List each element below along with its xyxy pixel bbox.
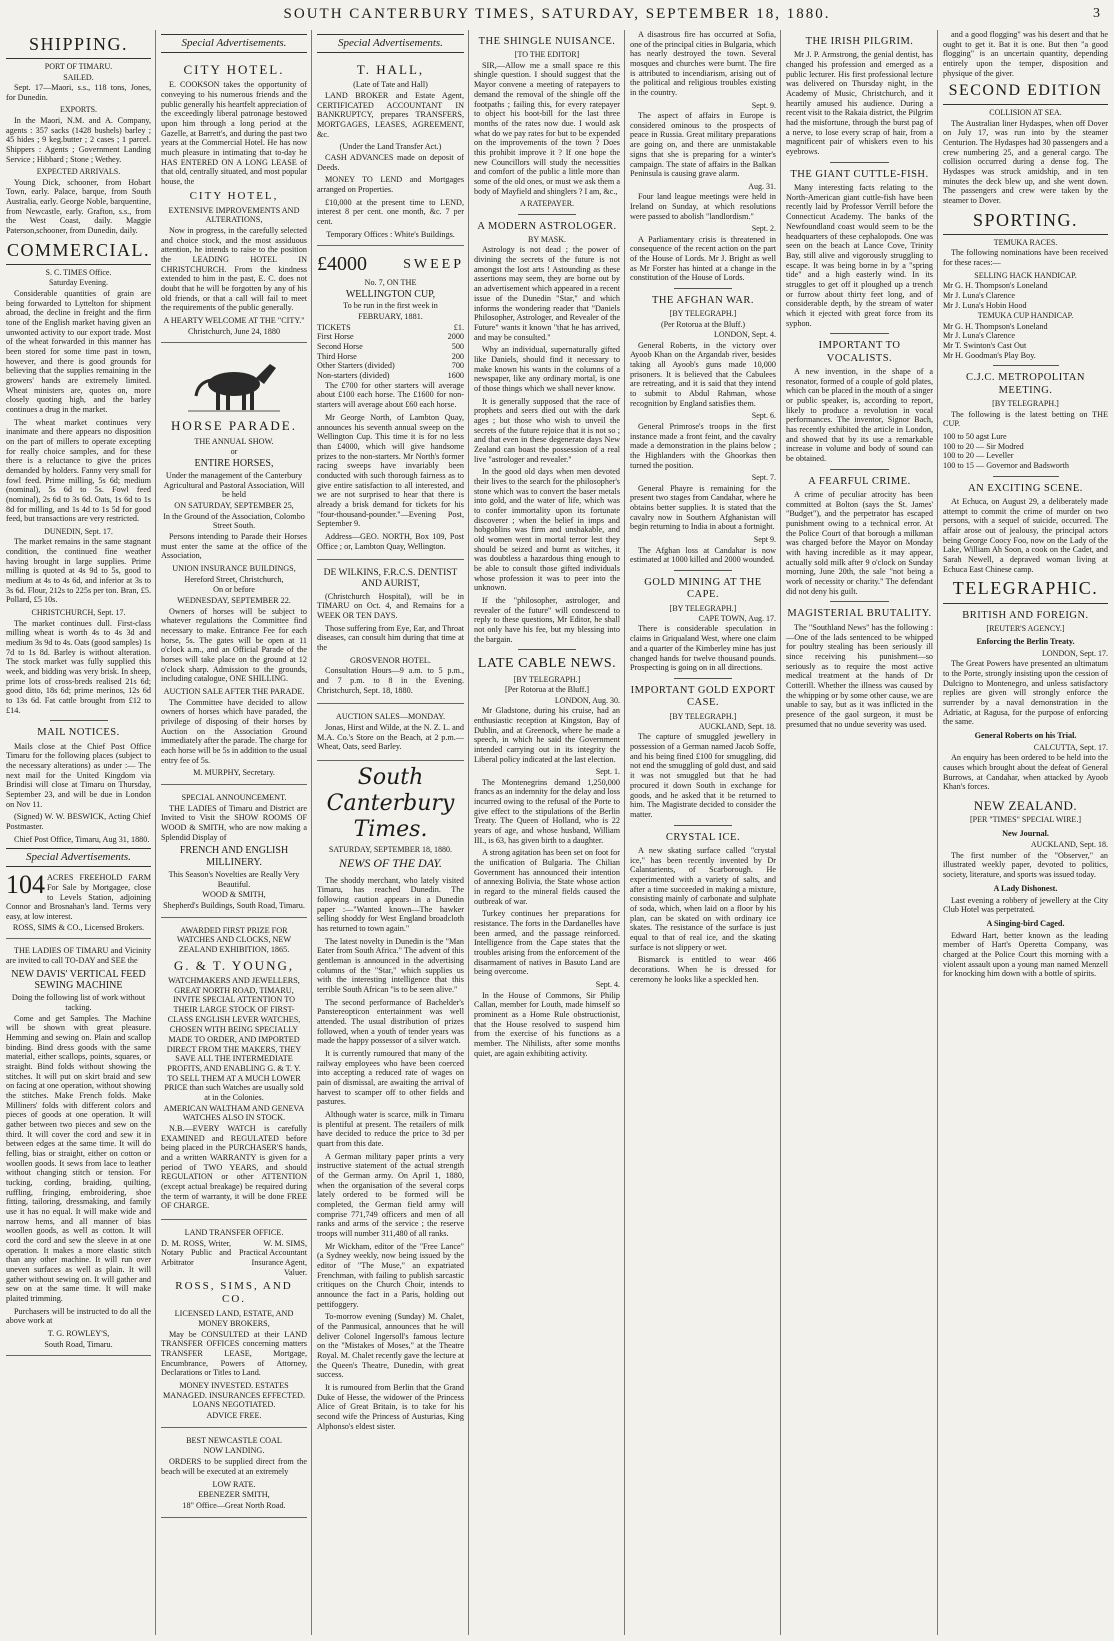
horse-text-3: Persons intending to Parade their Horses must enter the same at the office of the Association,: [161, 531, 307, 561]
divider: [830, 333, 889, 334]
page-number: 3: [1093, 6, 1100, 21]
divider: [518, 214, 576, 215]
special-announcement: SPECIAL ANNOUNCEMENT.: [181, 793, 287, 803]
cable-location: LONDON, Aug. 30.: [554, 695, 620, 705]
farm-text: ACRES FREEHOLD FARM For Sale by Mortgagee, close to Levels Station, adjoining Connor and Brosnahan's land. Terms very easy, at low interest.: [6, 873, 151, 921]
export-location: AUCKLAND, Sept. 18.: [698, 722, 776, 732]
berlin-heading: Enforcing the Berlin Treaty.: [976, 637, 1075, 647]
berlin-text: The Great Powers have presented an ultimatum to the Porte, strongly insisting upon the cession of Dulcigno to Montenegro, and unless satisfactory replies are given will strongly enforce the surrender by a naval demonstration in the Adriatic, at Ragusa, for the purpose of enforcing the same.: [943, 659, 1108, 727]
gold-location: CAPE TOWN, Aug. 17.: [698, 614, 776, 624]
crime-heading: A FEARFUL CRIME.: [808, 475, 911, 487]
column-1: [2, 30, 155, 1635]
grosvenor-hotel: GROSVENOR HOTEL.: [350, 655, 431, 665]
hall-ad: [317, 56, 464, 246]
horse-signature: M. MURPHY, Secretary.: [193, 768, 275, 778]
prize-value: 2000: [447, 332, 464, 342]
afghan-subheading-2: (Per Rotorua at the Bluff.): [660, 319, 746, 329]
export-heading: IMPORTANT GOLD EXPORT CASE.: [630, 684, 776, 709]
horse-parade-title: HORSE PARADE.: [171, 418, 297, 434]
auction-ad: [317, 708, 464, 761]
news-item: Mr Wickham, editor of the "Free Lance" (a Sydney weekly, now being issued by the editor of "The Muse," an expatriated Frenchman, with failing to publish sarcastic critiques on the Church Choir, intends to announce the fact in a Paris, holding out pettifoggery.: [317, 1241, 464, 1309]
nz-text: Last evening a robbery of jewellery at the City Club Hotel was perpetrated.: [943, 895, 1108, 915]
advice-free: ADVICE FREE.: [206, 1411, 262, 1421]
sweep-ad: [317, 250, 464, 560]
column-3: [313, 30, 468, 1635]
special-ads-heading: Special Advertisements.: [317, 34, 464, 53]
wilkins-title: DE WILKINS, F.R.C.S. DENTIST AND AURIST,: [323, 568, 458, 590]
exports-heading: EXPORTS.: [59, 105, 98, 115]
astrologer-text: If the "philosopher, astrologer, and revealer of the future" will condescend to reply to these questions, Mr Editor, he shall not only have his fee, but my blessing into the bargain.: [474, 595, 620, 644]
hall-text-2: £10,000 at the present time to LEND, interest 8 per cent. one month, &c. 7 per cent.: [317, 197, 464, 227]
wilkins-text: (Christchurch Hospital), will be in TIMARU on Oct. 4, and Remains for a WEEK OR TEN DAYS.: [317, 591, 464, 620]
exciting-scene-heading: AN EXCITING SCENE.: [968, 482, 1083, 494]
berlin-location: LONDON, Sept. 17.: [1042, 649, 1108, 658]
export-subheading: [BY TELEGRAPH.]: [669, 711, 737, 721]
divider: [830, 601, 889, 602]
news-item: The latest novelty in Dunedin is the "Man Eater from South Africa." The advent of this gentleman is announced in the advertising columns of the "Star," which supplies us with the interesting intelligence that this terrible South African "is to be seen alive.": [317, 936, 464, 994]
nomination: Mr G. H. Thompson's Loneland: [943, 321, 1048, 331]
horse-illustration: [184, 354, 284, 414]
vocalists-heading: IMPORTANT TO VOCALISTS.: [818, 340, 901, 364]
news-item: The shoddy merchant, who lately visited Timaru, has reached Dunedin. The following caution appears in a Dunedin paper :—"Wanted known—The hawker selling shoddy for West England broadcloth has returned to town again.": [317, 875, 464, 933]
improvements-line: EXTENSIVE IMPROVEMENTS AND ALTERATIONS,: [168, 205, 300, 225]
cable-location: Sept. 4.: [595, 980, 620, 990]
shingle-subheading: [TO THE EDITOR]: [514, 50, 580, 60]
nz-news-heading: A Lady Dishonest.: [993, 883, 1058, 893]
astrologer-text: Astrology is not dead ; the power of divining the secrets of the future is not amongst the lost arts ! Astounding as these assertions may seem, they are borne out by an advertisement which appeared in a recent issue of the Dunedin "Star," and which informs the wondering reader that "Daniels Philosopher, Astrologer, and Revealer of the Future" wants it known "that he has arrived, and may be consulted.": [474, 245, 620, 342]
commercial-text-2: The wheat market continues very inanimate and there appears no disposition on the part of millers to operate excepting for really choice samples, and for these there is a reluctance to give the prices demanded by holders. Fanny very small for fowl feed. Prime milling, 5s 6d; medium (nominal), 5s 6d to 5s. Fowl feed (nominal), 2s 6d to 3s 6d. Oats, 1s 6d to 1s 8d for milling, and 1s 4d to 1s 5d for good feed, but transactions are very restricted.: [6, 417, 151, 524]
sweep-number: No. 7, ON THE: [364, 277, 417, 287]
column-7: [939, 30, 1112, 1635]
divider: [674, 288, 732, 289]
prize-row: [317, 361, 464, 371]
nomination: Mr H. Goodman's Play Boy.: [943, 350, 1036, 360]
nomination: Mr J. Luna's Clarence: [943, 331, 1015, 341]
ladies-invitation: THE LADIES of Timaru and District are Invited to Visit the SHOW ROOMS OF WOOD & SMITH, who are now making a Splendid Display of: [161, 803, 307, 842]
young-text: CHOSEN WITH BEING SPECIALLY MADE TO ORDER, AND IMPORTED DIRECT FROM THE MAKERS, THEY SAVE ALL THE INTERMEDIATE PROFITS, AND ENABLING G. & T. Y. TO SELL THEM AT A MUCH LOWER PRICE than such Watches are usually sold at in the Colonies.: [164, 1025, 304, 1103]
land-transfer-ad: [161, 1224, 307, 1428]
farm-acreage: 104: [6, 870, 45, 900]
news-item: The second performance of Bachelder's Panstereopticon entertainment was well attended. The usual distribution of prizes followed, when a youth of tender years was made the happy possessor of a silver watch.: [317, 997, 464, 1046]
city-hotel-ad: [161, 56, 307, 343]
prize-row: [317, 342, 464, 352]
city-hotel-subtitle: CITY HOTEL,: [189, 189, 279, 202]
machine-title: NEW DAVIS' VERTICAL FEED SEWING MACHINE: [11, 968, 146, 992]
divider: [830, 469, 889, 470]
divider: [50, 720, 108, 721]
partners-row: [161, 1239, 307, 1278]
afghan-location: Sept. 7.: [751, 473, 776, 483]
hall-money: MONEY TO LEND and Mortgages arranged on Properties.: [317, 175, 464, 195]
cable-location: Sept. 1.: [595, 767, 620, 777]
machine-intro: Doing the following list of work without tacking.: [11, 993, 146, 1012]
export-text: The capture of smuggled jewellery in possession of a German named Jacob Soffe, and his being fined £100 for smuggling, did not end the smuggling of gold dust, and said it was not smuggled but that he had procured it down South in exchange for goods, and he asked that it be returned to him. The Magistrate decided to consider the matter.: [630, 732, 776, 819]
pilgrim-text: Mr J. P. Armstrong, the genial dentist, has changed his profession and emerged as a public lecturer. His first professional lecture was delivered on Thursday night, in the Academy of Music, Christchurch, and it heartily amused his audience. During a recent visit to the Rakaia district, the Pilgrim had the misfortune, through the burst pag of a nerve, to lose every scrap of hair, from a magnificent pair of whiskers even to his eyebrows.: [786, 50, 933, 157]
column-rule: [155, 30, 156, 1635]
gold-text: There is considerable speculation in claims in Griqualand West, where one claim and a quarter of the Kimberley mine has just changed hands for twelve thousand pounds. Prospecting is going on in all directions.: [630, 624, 776, 673]
astrologer-heading: A MODERN ASTROLOGER.: [477, 220, 617, 232]
divider: [674, 825, 732, 826]
prize-value: 500: [451, 342, 464, 352]
vocalists-text: A new invention, in the shape of a resonator, formed of a couple of gold plates, which can be placed in the mouth of a singer or public speaker, is, according to report, likely to produce a revolution in vocal performances. The inventor, Signor Bach, has recently exhibited the article in London, and showed that by its use a remarkable increase in volume and body of sound can be obtained.: [786, 366, 933, 464]
commercial-text-1: Considerable quantities of grain are being forwarded to Lyttelton for shipment abroad, the decline in freight and the firm tone of the English market having given an unwonted activity to our export trade. Most of the wheat forwarded in this manner has been stored for some time past in town, however, and there is good grounds for believing that the supplies remaining in the growers' hands are extremely limited. Wheat ministers are, quotes on, more closely quoting high, and the barley continues a drug in the market.: [6, 288, 151, 414]
prize-value: 200: [451, 351, 464, 361]
divider: [993, 365, 1059, 366]
dunedin-heading: DUNEDIN, Sept. 17.: [44, 526, 113, 536]
cable-text: Turkey continues her preparations for resistance. The forts in the Dardanelles have been armed, and the passage reinforced. Intelligence from the Cape states that the troubles arising from the enforcement of the disarmament of natives in Basuto Land are being overcome.: [474, 909, 620, 977]
paper-title: South Canterbury Times.: [326, 765, 455, 842]
astrologer-text: It is generally supposed that the race of prophets and seers died out with the dark ages ; but those who wish to unveil the secrets of the future rejoice that it is not so ; and that even in these degenerate days New Zealand can boast the possession of a real live "astrologer and revealer.": [474, 396, 620, 464]
crystal-heading: CRYSTAL ICE.: [665, 831, 741, 843]
column-2: [157, 30, 311, 1635]
gold-subheading: [BY TELEGRAPH.]: [669, 603, 737, 613]
crime-text: A crime of peculiar atrocity has been committed at Bolton (says the St. James' "Budget"), and the perpetrator has escaped punishment owing to a technical error. At the Police Court of that borough a milkman was charged before the Mayor on Monday with having incredible as it may appear, actually sold milk after 9 o'clock on Sunday morning, June 20th, the sale "not being a work of necessity or charity." The defendant did not deny his guilt.: [786, 490, 933, 596]
brutality-heading: MAGISTERIAL BRUTALITY.: [787, 608, 932, 620]
auction-text: Jonas, Hirst and Wilde, at the N. Z. L. and M.A. Co.'s Store on the Beach, at 2 p.m.—Wheat, Oats, seed Barley.: [317, 723, 464, 752]
machine-list: Come and get Samples. The Machine will be shown with great pleasure. Hemming and sewing on. Plain and scallop binding. Bind dress goods with the same material, either scallops, points, squares, or straight. Bind folds without showing the stitches. It will put on skirt braid and sew on facing at one operation, without showing the stitches. Make French folds. Make Milliners' folds with different colors and pieces of goods at one operation. It will gather between two pieces and sew on the third. It will cover the cord and sew it in between edges at the same time. It will do felling, bias or straight, either on cotton or woollen goods. It sews from lace to leather without changing stitch or tension. For tucking, cording, braiding, quilting, ruffling, fringing, embroidering, shoe fitting, tailoring, dressmaking, and family use it has no equal. It will make wide and narrow hems, and all manner of bias woollen goods, as well as cotton. It will cord the cord and sew the sleeve in at one operation. It makes a more elastic stitch than any other machine. It will run over uneven surfaces as well as plain. It will gather without sewing on. It will gather and sew on at the same time. It will make plaited trimming.: [6, 1013, 151, 1304]
tickets-value: £1.: [453, 322, 464, 332]
invested-line: MONEY INVESTED. ESTATES MANAGED. INSURANCES EFFECTED. LOANS NEGOTIATED.: [163, 1381, 305, 1410]
exciting-scene-text: At Echuca, on August 29, a deliberately made attempt to commit the crime of murder on two persons, with a sequel of suicide, occurred. The affair arose out of jealousy, the principal actors being George Coocy Foo, now on the Lady of the Lake, William Ah Soon, a cook on the Cadet, and Sarah Newell, a depraved woman living at Echuca East Chinese camp.: [943, 496, 1108, 574]
sweep-title-row: [317, 253, 464, 277]
nz-text: Edward Hart, better known as the leading member of Hart's Operetta Company, was charged at the Police Court this morning with a violent assault upon a young man named Menzell for knocking him down with a bottle of spirits.: [943, 930, 1108, 979]
or-line: or: [230, 447, 238, 457]
sweep-month: FEBRUARY, 1881.: [358, 312, 423, 322]
christchurch-text: The market continues dull. First-class milling wheat is worth 4s to 4s 3d and medium 3s 9d to 4s. Oats (good samples) 1s 7d to 1s 8d. Barley is without alteration. The stock market was fully supplied this week, and bidding was very brisk. In sheep, prime lots of cross-breds realised 21s 6d; good ditto, 18s 6d; prime merinos, 12s 6d to 13s 6d. Fat cattle brought from £12 to £14.: [6, 618, 151, 715]
nomination: Mr J. Luna's Hobin Hood: [943, 300, 1027, 310]
masthead: SOUTH CANTERBURY TIMES, SATURDAY, SEPTEMBER 18, 1880.: [283, 6, 831, 22]
afghan-text: The Afghan loss at Candahar is now estimated at 1000 killed and 2000 wounded.: [630, 545, 776, 565]
welcome-line: A HEARTY WELCOME AT THE "CITY.": [163, 316, 305, 326]
french-millinery: FRENCH AND ENGLISH MILLINERY.: [179, 845, 289, 869]
entire-horses: ENTIRE HORSES,: [194, 458, 274, 470]
sewing-machine-ad: [6, 943, 151, 1356]
sims-partner: W. M. SIMS, Practical Accountant Insurance Agent, Valuer.: [239, 1238, 307, 1277]
reuter-line: [REUTER'S AGENCY.]: [986, 623, 1065, 633]
column-rule: [780, 30, 781, 1635]
mail-signature: (Signed) W. W. BESWICK, Acting Chief Postmaster.: [6, 812, 151, 831]
sailed-text: Sept. 17—Maori, s.s., 118 tons, Jones, for Dunedin.: [6, 83, 151, 102]
shipping-heading: SHIPPING.: [6, 34, 151, 59]
second-edition-heading: SECOND EDITION: [943, 82, 1108, 105]
young-note: N.B.—EVERY WATCH is carefully EXAMINED and REGULATED before being placed in the PURCHASER'S hands, and a written WARRANTY is given for a period of TWO YEARS, and should REGULATION or other ATTENTION (except actual breakage) be required during the term of warranty, it will be done FREE OF CHARGE.: [161, 1124, 307, 1211]
cable-text: Mr Gladstone, during his cruise, had an enthusiastic reception at Kingston, Bay of Dublin, and at Greenock, where he made a speech, in which he said the Government intended carrying out in its integrity the Liberal policy indicated at the last election.: [474, 706, 620, 764]
hall-act: (Under the Land Transfer Act.): [339, 142, 442, 152]
wood-smith-name: WOOD & SMITH,: [202, 890, 266, 900]
shingle-heading: THE SHINGLE NUISANCE.: [478, 36, 616, 47]
office-label: S. C. TIMES Office.: [45, 267, 112, 277]
sweep-note: The £700 for other starters will average about £100 each horse. The £1600 for non-starters will average about £60 each horse.: [317, 380, 464, 410]
horse-text-5: Owners of horses will be subject to whatever regulations the Committee find necessary to make. Entrance Fee for each horse, 5s. The gates will be open at 11 o'clock a.m., and an Official Parade of the horses will take place on the ground at 12 o'clock sharp. Admission to the grounds, including catalogue, ONE SHILLING.: [161, 606, 307, 684]
young-title: G. & T. YOUNG,: [173, 957, 295, 973]
column-5: [626, 30, 780, 1635]
news-item: A German military paper prints a very instructive statement of the actual strength of the German army. On April 1, 1880, when the organisation of the several corps lately ordered to be formed will be completed, the German field army will comprise 771,749 officers and men of all ranks and arms of the service ; the reserve troops will number 311,480 of all ranks.: [317, 1151, 464, 1239]
betting-line: 100 to 50 agst Lure: [943, 431, 1007, 441]
exports-text: In the Maori, N.M. and A. Company, agents : 357 sacks (1428 bushels) barley ; 45 hides ; 9 keg.butter ; 2 cases ; 1 parcel. Shippers : Agents ; Government Landing Service ; Hibbard ; Stone ; Wethey.: [6, 115, 151, 164]
ebenezer-address: 18" Office—Great North Road.: [182, 1500, 286, 1510]
news-item: To-morrow evening (Sunday) M. Chalet, of the Panmusical, announces that he will deliver Colonel Ingersoll's famous lecture on the "Mistakes of Moses," at the Theatre Royal. M. Chalet recently gave the lecture at the Queen's Theatre, Dunedin, with great success.: [317, 1312, 464, 1380]
crystal-text: A new skating surface called "crystal ice," has been recently invented by Dr Calantarients, of Scarborough. He experimented with a variety of salts, and after a time succeeded in making a mixture, consisting mainly of carbonate and sulphate of soda, which, when laid on a floor by his plan, can be skated on with ordinary ice skates. The resistance of the surface is just equal to that of real ice, and the skating surface is not slippery or wet.: [630, 845, 776, 952]
temuka-race-heading: TEMUKA CUP HANDICAP.: [977, 311, 1074, 321]
sailed-heading: SAILED.: [63, 72, 94, 82]
sweep-amount: £4000: [317, 253, 367, 276]
cable-heading: LATE CABLE NEWS.: [477, 656, 617, 672]
farm-ad: [6, 870, 151, 939]
sweep-address: Address—GEO. NORTH, Box 109, Post Office ; or, Lambton Quay, Wellington.: [317, 531, 464, 551]
mail-signature-2: Chief Post Office, Timaru, Aug 31, 1880.: [14, 834, 150, 844]
tickets-label: TICKETS: [317, 322, 351, 332]
afghan-location: Sept. 6.: [751, 411, 776, 421]
horse-date-2: WEDNESDAY, SEPTEMBER 22.: [177, 595, 291, 605]
wilkins-text-2: Those suffering from Eye, Ear, and Throat diseases, can consult him during that time at the: [317, 623, 464, 652]
special-ads-heading: Special Advertisements.: [161, 34, 307, 53]
farm-signature: ROSS, SIMS & CO., Licensed Brokers.: [12, 922, 145, 932]
commercial-heading: COMMERCIAL.: [6, 240, 151, 265]
divider: [830, 162, 889, 163]
temuka-text: The following nominations have been received for these races:—: [943, 248, 1108, 268]
prize-row: [317, 332, 464, 342]
cjc-text: The following is the latest betting on THE CUP.: [943, 409, 1108, 429]
machine-signature: T. G. ROWLEY'S,: [47, 1329, 110, 1339]
wilkins-text-3: Consultation Hours—9 a.m. to 5 p.m., and 7 p.m. to 8 in the Evening. Christchurch, Sept. 18, 1880.: [317, 666, 464, 695]
collision-heading: COLLISION AT SEA.: [989, 108, 1062, 118]
column-rule: [311, 30, 312, 1635]
christchurch-heading: CHRISTCHURCH, Sept. 17.: [31, 608, 126, 618]
horse-address: Hereford Street, Christchurch,: [184, 574, 284, 584]
column-rule: [624, 30, 625, 1635]
afghan-text: General Primrose's troops in the first instance made a front feint, and the cavalry made a demonstration in the plains below ; the Highlanders with the Ghoorkas then turned the position.: [630, 421, 776, 470]
column-6: [782, 30, 937, 1635]
sweep-cup: WELLINGTON CUP,: [345, 288, 436, 300]
union-buildings: UNION INSURANCE BUILDINGS,: [172, 563, 296, 573]
divider: [518, 649, 576, 650]
roberts-location: CALCUTTA, Sept. 17.: [1033, 742, 1108, 752]
pilgrim-heading: THE IRISH PILGRIM.: [805, 36, 914, 47]
hall-cash: CASH ADVANCES made on deposit of Deeds.: [317, 153, 464, 172]
betting-line: 100 to 20 — Leveller: [943, 451, 1014, 461]
ebenezer-name: EBENEZER SMITH,: [198, 1490, 270, 1500]
special-ads-heading: Special Advertisements.: [6, 848, 151, 867]
cable-text: The aspect of affairs in Europe is considered ominous to the prospects of peace in Russia. Great military preparations are going on, and there are unmistakable signs that she is preparing for a winter's campaign. The state of affairs in the Balkan Peninsula is causing grave alarm.: [630, 111, 776, 179]
prize-label: First Horse: [317, 332, 354, 342]
british-foreign-heading: BRITISH AND FOREIGN.: [962, 609, 1089, 621]
watches-ad: [161, 922, 307, 1220]
american-watches: AMERICAN WALTHAM AND GENEVA WATCHES ALSO IN STOCK.: [163, 1103, 305, 1123]
continued-text: and a good flogging" was his desert and that he ought to get it. Bat it is one. But then "a good flogging" is an uncertain quantity, depending entirely upon the temper, disposition and physique of the giver.: [943, 30, 1108, 78]
prize-label: Non-starters (divided): [317, 371, 390, 381]
horse-text-6: The Committee have decided to allow owners of horses which have paraded, the privilege of disposing of their horses by Auction on the Association Ground immediately after the parade. The charge for each horse will be 5s in addition to the usual entry fee of 5s.: [161, 697, 307, 765]
wood-smith-address: Shepherd's Buildings, South Road, Timaru.: [163, 900, 305, 910]
cable-location: Aug. 31.: [748, 181, 776, 191]
award-line: AWARDED FIRST PRIZE FOR WATCHES AND CLOCKS, NEW ZEALAND EXHIBITION, 1865.: [176, 925, 292, 954]
cuttlefish-text: Many interesting facts relating to the North-American giant cuttle-fish have been recently laid by Professor Verrill before the Connecticut Academy. The banks of the Newfoundland coast would seem to be the headquarters of these cephalopods. One was seen on the beach at Lance Cove, Trinity Bay, still alive and vigorously struggling to escape. It was being borne in by a "spring tide" and a high easterly wind. In its struggles to get off it ploughed up a trench or furrow about thirty feet long, and of considerable depth, by the stream of water which it ejected with great force from its syphon.: [786, 183, 933, 328]
ross-text: May be CONSULTED at their LAND TRANSFER OFFICES concerning matters TRANSFER LEASE, Mortgage, Encumbrance, Powers of Attorney, Declarations or Titles to Land.: [161, 1329, 307, 1378]
nz-location: AUCKLAND, Sept. 18.: [1030, 840, 1108, 850]
sweep-run: To be run in the first week in: [343, 301, 438, 311]
cable-subheading: [BY TELEGRAPH.]: [513, 674, 581, 684]
divider: [993, 476, 1059, 477]
cookson-text-2: Now in progress, in the carefully selected and choice stock, and the most assiduous attention, he intends to raise to the position the LEADING HOTEL IN CHRISTCHURCH. From the kindness extended to him in the past, E. C. does not doubt that he will be forgotten by any of his old friends, or that a call will fail to meet the requirements of the public generally.: [161, 226, 307, 313]
hall-subtitle: (Late of Tate and Hall): [353, 80, 428, 90]
newcastle-coal: BEST NEWCASTLE COAL: [186, 1435, 282, 1445]
afghan-subheading: [BY TELEGRAPH.]: [669, 309, 737, 319]
crystal-text-2: Bismarck is entitled to wear 466 decorations. When he is dressed for ceremony he looks like a speckled hen.: [630, 955, 776, 984]
sweep-word: SWEEP: [403, 256, 464, 272]
hall-offices: Temporary Offices : White's Buildings.: [326, 229, 455, 239]
ross-partner: D. M. ROSS, Writer, Notary Public and Arbitrator: [161, 1238, 232, 1268]
ross-subtitle: LICENSED LAND, ESTATE, AND MONEY BROKERS,: [174, 1309, 294, 1329]
prize-row: [317, 371, 464, 381]
afghan-text: General Roberts, in the victory over Ayoob Khan on the Argandab river, besides taking all Ayoob's guns made 10,000 prisoners. It is believed that the Cabulees are retreating, and it is said that they intend to submit to Abdul Rahman, whose recognition by England satisfies them.: [630, 340, 776, 408]
mail-text: Mails close at the Chief Post Office Timaru for the following places (subject to the necessary alterations) as under :— The next mail for the United Kingdom via Brindisi will close at Timaru on Thursday, September 23, and will be due in London on Nov 11.: [6, 741, 151, 809]
port-heading: PORT OF TIMARU.: [44, 62, 113, 72]
dunedin-text: The market remains in the same stagnant condition, the continued fine weather having brought in large supplies. Prime milling is quoted at 4s 9d to 5s, good to medium at 4s to 4s 6d, and inferior at 3s to 3s 6d. Flour, 212s to 225s per ton. Bran, £5. Pollard, £5 10s.: [6, 537, 151, 605]
brutality-text: The "Southland News" has the following :—One of the lads sentenced to be whipped for poultry stealing has been seriously ill since receiving his punishment—so seriously as to require the most active medical treatment at the hands of Dr Cotterill. Whether the illness was caused by the whipping or by some other cause, we are unable to say, but as it was inflicted in the presence of the gaol surgeon, it must be presumed that no undue severity was used.: [786, 622, 933, 729]
ladies-text: THE LADIES OF TIMARU and Vicinity are invited to call TO-DAY and SEE the: [6, 946, 151, 966]
coal-text: ORDERS to be supplied direct from the beach will be executed at an extremely: [161, 1457, 307, 1476]
auction-heading: AUCTION SALES—MONDAY.: [335, 712, 446, 722]
annual-show: THE ANNUAL SHOW.: [194, 436, 274, 446]
cable-location: Sept. 2.: [751, 224, 776, 234]
roberts-heading: General Roberts on his Trial.: [974, 731, 1077, 741]
column-4: [470, 30, 624, 1635]
nomination: Mr G. H. Thompson's Loneland: [943, 281, 1048, 291]
afghan-location: LONDON, Sept. 4.: [714, 330, 776, 340]
nomination: Mr T. Swinton's Cast Out: [943, 340, 1027, 350]
divider: [674, 570, 732, 571]
ross-sims-title: ROSS, SIMS, AND CO.: [175, 1280, 293, 1306]
hall-text: LAND BROKER and Estate Agent, CERTIFICATED ACCOUNTANT IN BANKRUPTCY, prepares TRANSFERS, MORTGAGES, LEASES, AGREEMENT, &c.: [317, 90, 464, 139]
dentist-ad: [317, 564, 464, 704]
young-subtitle: WATCHMAKERS AND JEWELLERS, GREAT NORTH ROAD, TIMARU, INVITE SPECIAL ATTENTION TO THEIR LARGE STOCK OF FIRST-CLASS ENGLISH LEVER WATCHES,: [167, 976, 301, 1024]
machine-address: South Road, Timaru.: [44, 1339, 113, 1349]
temuka-race-heading: SELLING HACK HANDICAP.: [974, 270, 1077, 280]
nz-text: The first number of the "Observer," an illustrated weekly paper, devoted to politics, society, literature, and sports was issued today.: [943, 850, 1108, 880]
astrologer-byline: BY MASK.: [528, 235, 566, 245]
nz-heading: NEW ZEALAND.: [973, 797, 1078, 813]
prize-label: Other Starters (divided): [317, 361, 395, 371]
horse-text-2: In the Ground of the Association, Colombo Street South.: [163, 511, 305, 531]
low-rate: LOW RATE.: [212, 1479, 256, 1489]
nz-news-heading: New Journal.: [1002, 828, 1049, 838]
column-rule: [937, 30, 938, 1635]
land-transfer-heading: LAND TRANSFER OFFICE.: [184, 1228, 284, 1238]
astrologer-text: Why an individual, supernaturally gifted like Daniels, should find it necessary to make known his wants in the columns of a newspaper, like any ordinary mortal, is one of those things which we shall never know.: [474, 345, 620, 393]
horse-parade-ad: [161, 347, 307, 785]
horse-text-4: On or before: [213, 585, 255, 595]
expected-text: Young Dick, schooner, from Hobart Town, early. Palace, barque, from South Australia, early. George Noble, barquentine, from Newcastle, early. Grafton, s.s., from the West Coast, daily. Maggie Paterson,schooner, from Dunedin, daily.: [6, 177, 151, 236]
office-date: Saturday Evening.: [48, 278, 109, 288]
prize-value: 700: [451, 361, 464, 371]
news-item: It is rumoured from Berlin that the Grand Duke of Hesse, the widower of the Princess Alice of Great Britain, is to take for his second wife the Princess of Austurias, King Alphonso's eldest sister.: [317, 1383, 464, 1431]
prize-label: Third Horse: [317, 351, 357, 361]
prize-value: 1600: [447, 371, 464, 381]
news-item: It is currently rumoured that many of the railway employees who have been coerced into accepting a reduced rate of wages on pain of dismissal, are awaiting the arrival of harvest to scamper off to other fields and pastures.: [317, 1048, 464, 1107]
afghan-text: General Phayre is remaining for the present two stages from Candahar, where he obtains better supplies. It is stated that the cavalry now in Southern Afghanistan will begin returning to India in about a fortnight.: [630, 483, 776, 532]
gold-heading: GOLD MINING AT THE CAPE.: [644, 576, 762, 601]
news-heading: NEWS OF THE DAY.: [339, 856, 442, 871]
nz-news-heading: A Singing-bird Caged.: [986, 918, 1065, 928]
cjc-subheading: [BY TELEGRAPH.]: [992, 399, 1059, 409]
cable-text: A Parliamentary crisis is threatened in consequence of the recent action on the part of the House of Lords. Mr J. Bright as well as Mr Forster has hinted at a change in the constitution of the House of Lords.: [630, 234, 776, 283]
sporting-heading: SPORTING.: [943, 210, 1108, 235]
welcome-date: Christchurch, June 24, 1880: [187, 326, 281, 336]
novelties-line: This Season's Novelties are Really Very Beautiful.: [168, 869, 300, 889]
mail-heading: MAIL NOTICES.: [37, 727, 120, 739]
shingle-signature: A RATEPAYER.: [519, 199, 575, 209]
cable-text: Four land league meetings were held in Ireland on Sunday, at which resolutions were passed to abolish "landlordism.": [630, 192, 776, 221]
temuka-heading: TEMUKA RACES.: [993, 237, 1058, 247]
cable-text: The Montenegrins demand 1,250,000 francs as an indemnity for the delay and loss incurred owing to the refusal of the Porte to give effect to the stipulations of the Berlin Treaty. The Queen of Holland, who is 22 years of age, and whose husband, William III., is 63, has given birth to a daughter.: [474, 777, 620, 845]
auction-sale-heading: AUCTION SALE AFTER THE PARADE.: [163, 686, 305, 696]
sweep-text: Mr George North, of Lambton Quay, announces his seventh annual sweep on the Wellington Cup. This time it is for no less than £4000, which will give handsome prizes to the non-starters. Mr North's former racing sweeps have invariably been conducted with such thorough fairness as to give entire satisfaction to all interested, and we are not surprised to hear that there is already a brisk demand for tickets for his "four-thousand-pounder."—Evening Post, September 9.: [317, 412, 464, 529]
divider: [674, 678, 732, 679]
paper-date: SATURDAY, SEPTEMBER 18, 1880.: [328, 844, 453, 854]
coal-ad: [161, 1432, 307, 1518]
betting-line: 100 to 15 — Governor and Badsworth: [943, 460, 1069, 470]
horse-date: ON SATURDAY, SEPTEMBER 25,: [174, 500, 294, 510]
news-item: Although water is scarce, milk in Timaru is plentiful at present. The retailers of milk have decided to reduce the price to 3d per quart from this date.: [317, 1109, 464, 1148]
nomination: Mr J. Luna's Clarence: [943, 290, 1015, 300]
machine-note: Purchasers will be instructed to do all the above work at: [6, 1306, 151, 1326]
collision-text: The Australian liner Hydaspes, when off Dover on July 17, was run into by the steamer Centurion. The Hydaspes had 30 passengers and a crew numbering 25, and a general cargo. The collision occurred during a dense fog. The Hydaspes was struck amidship, and in ten minutes the deck blew up, and she went down. The passengers and crew were taken by the steamer to Dover.: [943, 118, 1108, 206]
astrologer-text: In the good old days when men devoted their lives to the search for the philosopher's stone which was to convert the baser metals into gold, and the water of life, which was to confer immortality upon its fortunate discoverer ; when the belief in imps and hobgoblins was firm and unshakable, and old women went in mortal terror lest they should be seized and burnt as witches, it was doubtless a hazardous thing enough to be able to consult those gifted individuals whose profession it was to peer into the unknown.: [474, 467, 620, 593]
afghan-location: Sept 9.: [753, 535, 776, 545]
city-hotel-title: CITY HOTEL.: [183, 61, 285, 77]
betting-line: 100 to 20 — Sir Modred: [943, 441, 1024, 451]
nz-subheading: [PER "TIMES" SPECIAL WIRE.]: [970, 815, 1081, 825]
hall-title: T. HALL,: [356, 61, 425, 77]
cuttlefish-heading: THE GIANT CUTTLE-FISH.: [790, 168, 929, 180]
prize-label: Second Horse: [317, 342, 363, 352]
column-rule: [468, 30, 469, 1635]
cable-location: Sept. 9.: [751, 100, 776, 110]
telegraphic-heading: TELEGRAPHIC.: [943, 578, 1108, 603]
cable-text: A strong agitation has been set on foot for the unification of Bulgaria. The Chilian Government has announced their intention of annexing Bolivia, the State whose action in regard to the mineral fields caused the outbreak of war.: [474, 848, 620, 906]
cable-text: In the House of Commons, Sir Philip Callan, member for Louth, made himself so prominent as a Home Rule obstructionist, that the House resolved to suspend him from the exercise of his functions as a member. The Nihilists, after some months quiet, are again exhibiting activity.: [474, 990, 620, 1058]
afghan-heading: THE AFGHAN WAR.: [651, 295, 755, 307]
now-landing: NOW LANDING.: [203, 1446, 265, 1456]
tickets-row: [317, 323, 464, 333]
millinery-ad: [161, 789, 307, 918]
horse-text-1: Under the management of the Canterbury Agricultural and Pastoral Association, Will be held: [163, 470, 305, 500]
roberts-text: An enquiry has been ordered to be held into the causes which brought about the defeat of General Burrows, at Candahar, when attacked by Ayoob Khan's forces.: [943, 753, 1108, 792]
shingle-text: SIR,—Allow me a small space re this shingle question. I should suggest that the Mayor convene a meeting of ratepayers to demand the removal of the shingle off the footpaths ; failing this, for every ratepayer to object his boot-bill for the last three months of the rates now due. I would ask what do we pay rates for but to be expended on the improvements of the town ? Does this prohibit improve it ? If one hope the new Councillors will study the necessities and comfort of the public a little more than some of the old ones, or must we ask them a body of Mayfield and shinglers ? I am, &c.,: [474, 60, 620, 196]
cookson-text: E. COOKSON takes the opportunity of conveying to his numerous friends and the public generally his heartfelt appreciation of the exceedingly liberal patronage bestowed upon him through a long period at the Gazelle, at Barrett's, and during the past two years at the Commercial Hotel. He has now much pleasure in intimating that to-day he HAS ENTERED ON A LONG LEASE of that old, centrally situated, and most popular house, the: [161, 80, 307, 187]
prize-row: [317, 352, 464, 362]
cjc-heading: C.J.C. METROPOLITAN MEETING.: [966, 372, 1085, 396]
cable-text: A disastrous fire has occurred at Sofia, one of the principal cities in Bulgaria, which has nearly destroyed the town. Several mosques and churches were burnt. The fire is attributed to incendiarism, arising out of the political and religious troubles existing in the country.: [630, 30, 776, 98]
expected-heading: EXPECTED ARRIVALS.: [36, 167, 121, 177]
cable-subheading-2: [Per Rotorua at the Bluff.]: [504, 685, 590, 695]
